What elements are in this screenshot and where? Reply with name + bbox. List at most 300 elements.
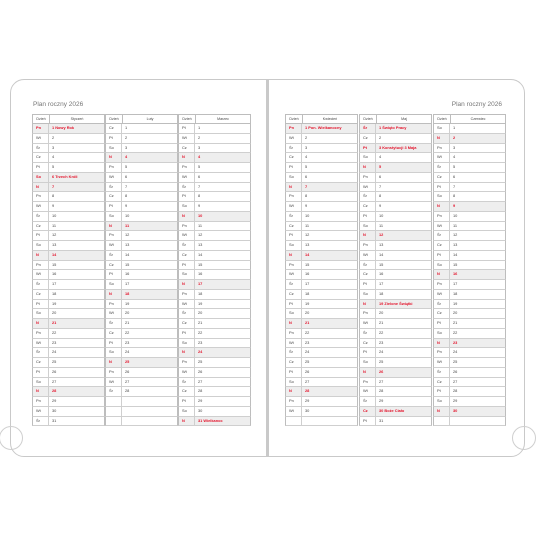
date-note-cell[interactable]: 25 — [125, 359, 130, 364]
day-row[interactable] — [105, 241, 178, 251]
date-note-cell[interactable]: 27 — [198, 378, 203, 384]
day-row[interactable] — [359, 134, 432, 144]
date-note-cell[interactable]: 27 — [125, 378, 130, 384]
day-row[interactable] — [433, 309, 506, 319]
day-row[interactable] — [32, 163, 105, 173]
day-row[interactable] — [359, 368, 432, 378]
day-row[interactable] — [32, 397, 105, 407]
date-note-cell[interactable]: 10 — [125, 212, 130, 218]
date-note-cell[interactable]: 30 — [52, 407, 57, 413]
date-note-cell[interactable]: 29 — [52, 398, 57, 403]
date-note-cell[interactable]: 2 — [52, 134, 55, 140]
day-row[interactable] — [32, 192, 105, 202]
day-row[interactable] — [433, 192, 506, 202]
day-row[interactable] — [285, 280, 358, 290]
date-note-cell[interactable]: 14 — [379, 251, 384, 257]
day-row[interactable] — [32, 368, 105, 378]
day-row[interactable] — [105, 280, 178, 290]
day-row[interactable] — [433, 280, 506, 290]
day-row[interactable] — [32, 124, 105, 134]
day-row[interactable] — [105, 222, 178, 232]
date-note-cell[interactable]: 30 Boże Ciało — [379, 407, 405, 413]
date-note-cell[interactable]: 6 — [305, 173, 308, 179]
day-row[interactable] — [32, 144, 105, 154]
day-row[interactable] — [32, 202, 105, 212]
date-note-cell[interactable]: 24 — [125, 349, 130, 355]
date-note-cell[interactable]: 15 — [198, 261, 203, 267]
day-row[interactable] — [359, 280, 432, 290]
date-note-cell[interactable]: 23 — [198, 339, 203, 345]
day-row[interactable] — [433, 144, 506, 154]
day-row[interactable] — [359, 202, 432, 212]
date-note-cell[interactable]: 12 — [453, 232, 458, 238]
day-row[interactable] — [359, 407, 432, 417]
day-row[interactable] — [433, 222, 506, 232]
date-note-cell[interactable]: 17 — [379, 281, 384, 286]
date-note-cell[interactable]: 23 — [305, 339, 310, 345]
day-row[interactable] — [32, 231, 105, 241]
date-note-cell[interactable]: 17 — [453, 281, 458, 286]
date-note-cell[interactable]: 25 — [305, 359, 310, 364]
date-note-cell[interactable]: 28 — [125, 388, 130, 394]
date-note-cell[interactable]: 29 — [198, 398, 203, 403]
day-row[interactable] — [32, 241, 105, 251]
date-note-cell[interactable]: 12 — [198, 232, 203, 238]
day-row[interactable] — [433, 300, 506, 310]
date-note-cell[interactable]: 23 — [125, 339, 130, 345]
day-row[interactable] — [32, 270, 105, 280]
date-note-cell[interactable]: 1 Święto Pracy — [379, 125, 407, 130]
date-note-cell[interactable]: 2 — [125, 134, 128, 140]
date-note-cell[interactable] — [302, 417, 357, 426]
day-row[interactable] — [359, 173, 432, 183]
day-row[interactable] — [178, 329, 251, 339]
date-note-cell[interactable]: 31 — [52, 417, 57, 423]
day-row[interactable] — [105, 348, 178, 358]
date-note-cell[interactable]: 22 — [52, 329, 57, 335]
date-note-cell[interactable]: 12 — [125, 232, 130, 238]
day-row[interactable] — [32, 251, 105, 261]
day-row[interactable] — [359, 144, 432, 154]
day-row[interactable] — [178, 397, 251, 407]
date-note-cell[interactable]: 9 — [125, 203, 128, 208]
date-note-cell[interactable]: 10 — [379, 212, 384, 218]
date-note-cell[interactable]: 30 — [453, 407, 458, 413]
date-note-cell[interactable]: 7 — [198, 183, 201, 189]
date-note-cell[interactable]: 14 — [52, 251, 57, 257]
date-note-cell[interactable]: 25 — [453, 359, 458, 364]
date-note-cell[interactable] — [122, 407, 177, 416]
day-row[interactable] — [285, 329, 358, 339]
date-note-cell[interactable]: 4 — [305, 154, 308, 160]
date-note-cell[interactable]: 1 Pon. Wielkanocny — [305, 125, 342, 130]
day-row[interactable] — [359, 241, 432, 251]
day-row[interactable] — [32, 183, 105, 193]
day-row[interactable] — [105, 231, 178, 241]
day-row[interactable] — [285, 378, 358, 388]
day-row[interactable] — [178, 378, 251, 388]
day-row[interactable] — [359, 290, 432, 300]
date-note-cell[interactable]: 3 Konstytucji 3 Maja — [379, 144, 417, 150]
date-note-cell[interactable]: 14 — [453, 251, 458, 257]
day-row[interactable] — [105, 163, 178, 173]
date-note-cell[interactable]: 16 — [453, 271, 458, 277]
date-note-cell[interactable]: 26 — [198, 368, 203, 374]
day-row[interactable] — [285, 300, 358, 310]
date-note-cell[interactable]: 8 — [198, 193, 201, 199]
day-row[interactable] — [433, 417, 506, 427]
date-note-cell[interactable]: 3 — [198, 144, 201, 150]
day-row[interactable] — [105, 368, 178, 378]
day-row[interactable] — [105, 270, 178, 280]
day-row[interactable] — [105, 261, 178, 271]
date-note-cell[interactable]: 21 — [379, 320, 384, 325]
day-row[interactable] — [285, 231, 358, 241]
day-row[interactable] — [285, 319, 358, 329]
day-row[interactable] — [178, 251, 251, 261]
date-note-cell[interactable]: 15 — [305, 261, 310, 267]
date-note-cell[interactable]: 20 — [125, 310, 130, 316]
date-note-cell[interactable]: 16 — [52, 271, 57, 277]
date-note-cell[interactable]: 9 — [379, 203, 382, 208]
date-note-cell[interactable]: 26 — [379, 368, 384, 374]
date-note-cell[interactable]: 19 Zielone Świątki — [379, 300, 413, 306]
date-note-cell[interactable]: 7 — [52, 183, 55, 189]
date-note-cell[interactable]: 20 — [305, 310, 310, 316]
date-note-cell[interactable]: 12 — [379, 232, 384, 238]
day-row[interactable] — [178, 192, 251, 202]
date-note-cell[interactable]: 8 — [305, 193, 308, 199]
date-note-cell[interactable]: 5 — [379, 164, 382, 169]
date-note-cell[interactable]: 13 — [453, 242, 458, 247]
date-note-cell[interactable]: 22 — [305, 329, 310, 335]
date-note-cell[interactable]: 19 — [453, 300, 458, 306]
day-row[interactable] — [178, 280, 251, 290]
day-row[interactable] — [178, 241, 251, 251]
date-note-cell[interactable]: 20 — [379, 310, 384, 316]
date-note-cell[interactable]: 20 — [52, 310, 57, 316]
day-row[interactable] — [359, 319, 432, 329]
day-row[interactable] — [105, 183, 178, 193]
date-note-cell[interactable]: 22 — [379, 329, 384, 335]
day-row[interactable] — [32, 407, 105, 417]
day-row[interactable] — [105, 319, 178, 329]
date-note-cell[interactable]: 29 — [305, 398, 310, 403]
date-note-cell[interactable]: 4 — [379, 154, 382, 160]
date-note-cell[interactable]: 13 — [198, 242, 203, 247]
day-row[interactable] — [359, 231, 432, 241]
day-row[interactable] — [359, 251, 432, 261]
date-note-cell[interactable]: 27 — [52, 378, 57, 384]
date-note-cell[interactable]: 21 — [453, 320, 458, 325]
day-row[interactable] — [178, 270, 251, 280]
day-row[interactable] — [433, 319, 506, 329]
date-note-cell[interactable]: 9 — [305, 203, 308, 208]
date-note-cell[interactable]: 21 — [52, 320, 57, 325]
day-row[interactable] — [359, 192, 432, 202]
date-note-cell[interactable]: 6 Trzech Króli — [52, 173, 78, 179]
date-note-cell[interactable] — [122, 397, 177, 406]
day-row[interactable] — [285, 183, 358, 193]
day-row[interactable] — [105, 124, 178, 134]
date-note-cell[interactable]: 14 — [125, 251, 130, 257]
date-note-cell[interactable]: 3 — [125, 144, 128, 150]
date-note-cell[interactable]: 26 — [305, 368, 310, 374]
date-note-cell[interactable]: 4 — [198, 154, 201, 160]
date-note-cell[interactable]: 5 — [198, 164, 201, 169]
date-note-cell[interactable]: 11 — [379, 222, 384, 228]
date-note-cell[interactable]: 18 — [379, 290, 384, 296]
day-row[interactable] — [105, 387, 178, 397]
date-note-cell[interactable]: 24 — [305, 349, 310, 355]
day-row[interactable] — [285, 270, 358, 280]
day-row[interactable] — [178, 387, 251, 397]
day-row[interactable] — [105, 407, 178, 417]
date-note-cell[interactable]: 2 — [379, 134, 382, 140]
day-row[interactable] — [178, 300, 251, 310]
date-note-cell[interactable]: 24 — [52, 349, 57, 355]
day-row[interactable] — [105, 202, 178, 212]
date-note-cell[interactable]: 27 — [379, 378, 384, 384]
day-row[interactable] — [359, 348, 432, 358]
date-note-cell[interactable]: 28 — [52, 388, 57, 394]
day-row[interactable] — [178, 319, 251, 329]
day-row[interactable] — [105, 290, 178, 300]
day-row[interactable] — [178, 134, 251, 144]
day-row[interactable] — [178, 222, 251, 232]
day-row[interactable] — [285, 309, 358, 319]
date-note-cell[interactable]: 27 — [453, 378, 458, 384]
date-note-cell[interactable]: 15 — [52, 261, 57, 267]
day-row[interactable] — [105, 329, 178, 339]
date-note-cell[interactable]: 7 — [379, 183, 382, 189]
day-row[interactable] — [32, 417, 105, 427]
date-note-cell[interactable]: 21 — [198, 320, 203, 325]
day-row[interactable] — [105, 173, 178, 183]
day-row[interactable] — [105, 212, 178, 222]
day-row[interactable] — [359, 397, 432, 407]
day-row[interactable] — [32, 358, 105, 368]
date-note-cell[interactable]: 28 — [379, 388, 384, 394]
day-row[interactable] — [32, 339, 105, 349]
date-note-cell[interactable]: 1 — [125, 125, 128, 130]
date-note-cell[interactable]: 18 — [125, 290, 130, 296]
date-note-cell[interactable]: 25 — [198, 359, 203, 364]
date-note-cell[interactable]: 20 — [453, 310, 458, 316]
day-row[interactable] — [178, 358, 251, 368]
date-note-cell[interactable]: 11 — [453, 222, 458, 228]
day-row[interactable] — [285, 251, 358, 261]
day-row[interactable] — [178, 407, 251, 417]
date-note-cell[interactable]: 13 — [305, 242, 310, 247]
date-note-cell[interactable]: 31 Wielkanoc — [198, 417, 223, 423]
day-row[interactable] — [433, 241, 506, 251]
date-note-cell[interactable]: 7 — [305, 183, 308, 189]
day-row[interactable] — [178, 368, 251, 378]
date-note-cell[interactable]: 13 — [52, 242, 57, 247]
date-note-cell[interactable]: 18 — [453, 290, 458, 296]
day-row[interactable] — [32, 280, 105, 290]
day-row[interactable] — [32, 348, 105, 358]
date-note-cell[interactable]: 10 — [453, 212, 458, 218]
day-row[interactable] — [32, 173, 105, 183]
date-note-cell[interactable]: 25 — [379, 359, 384, 364]
date-note-cell[interactable]: 29 — [379, 398, 384, 403]
date-note-cell[interactable]: 26 — [52, 368, 57, 374]
day-row[interactable] — [178, 163, 251, 173]
day-row[interactable] — [285, 358, 358, 368]
day-row[interactable] — [178, 231, 251, 241]
day-row[interactable] — [178, 348, 251, 358]
date-note-cell[interactable]: 28 — [198, 388, 203, 394]
day-row[interactable] — [105, 397, 178, 407]
day-row[interactable] — [285, 348, 358, 358]
day-row[interactable] — [105, 358, 178, 368]
day-row[interactable] — [178, 124, 251, 134]
day-row[interactable] — [285, 163, 358, 173]
date-note-cell[interactable]: 7 — [125, 183, 128, 189]
date-note-cell[interactable]: 21 — [305, 320, 310, 325]
day-row[interactable] — [32, 309, 105, 319]
date-note-cell[interactable]: 3 — [453, 144, 456, 150]
date-note-cell[interactable]: 27 — [305, 378, 310, 384]
day-row[interactable] — [359, 329, 432, 339]
day-row[interactable] — [433, 358, 506, 368]
date-note-cell[interactable]: 30 — [305, 407, 310, 413]
date-note-cell[interactable]: 12 — [305, 232, 310, 238]
day-row[interactable] — [178, 339, 251, 349]
date-note-cell[interactable]: 2 — [453, 134, 456, 140]
date-note-cell[interactable]: 9 — [198, 203, 201, 208]
day-row[interactable] — [285, 387, 358, 397]
day-row[interactable] — [433, 153, 506, 163]
date-note-cell[interactable]: 28 — [305, 388, 310, 394]
day-row[interactable] — [285, 368, 358, 378]
date-note-cell[interactable]: 22 — [453, 329, 458, 335]
date-note-cell[interactable]: 9 — [52, 203, 55, 208]
day-row[interactable] — [433, 329, 506, 339]
day-row[interactable] — [285, 124, 358, 134]
day-row[interactable] — [359, 222, 432, 232]
day-row[interactable] — [433, 348, 506, 358]
day-row[interactable] — [433, 397, 506, 407]
day-row[interactable] — [178, 144, 251, 154]
date-note-cell[interactable]: 13 — [379, 242, 384, 247]
day-row[interactable] — [359, 300, 432, 310]
day-row[interactable] — [178, 417, 251, 427]
date-note-cell[interactable]: 1 Nowy Rok — [52, 125, 75, 130]
day-row[interactable] — [32, 134, 105, 144]
day-row[interactable] — [285, 290, 358, 300]
date-note-cell[interactable]: 2 — [305, 134, 308, 140]
day-row[interactable] — [359, 124, 432, 134]
day-row[interactable] — [359, 387, 432, 397]
day-row[interactable] — [285, 173, 358, 183]
date-note-cell[interactable]: 9 — [453, 203, 456, 208]
date-note-cell[interactable]: 8 — [379, 193, 382, 199]
date-note-cell[interactable]: 6 — [125, 173, 128, 179]
date-note-cell[interactable]: 18 — [198, 290, 203, 296]
day-row[interactable] — [359, 183, 432, 193]
day-row[interactable] — [433, 202, 506, 212]
date-note-cell[interactable]: 17 — [52, 281, 57, 286]
date-note-cell[interactable]: 16 — [125, 271, 130, 277]
date-note-cell[interactable]: 3 — [305, 144, 308, 150]
date-note-cell[interactable]: 4 — [125, 154, 128, 160]
day-row[interactable] — [32, 222, 105, 232]
day-row[interactable] — [359, 339, 432, 349]
day-row[interactable] — [359, 163, 432, 173]
date-note-cell[interactable]: 26 — [125, 368, 130, 374]
day-row[interactable] — [285, 407, 358, 417]
day-row[interactable] — [178, 212, 251, 222]
day-row[interactable] — [359, 153, 432, 163]
day-row[interactable] — [433, 124, 506, 134]
date-note-cell[interactable] — [450, 417, 505, 426]
day-row[interactable] — [285, 417, 358, 427]
date-note-cell[interactable]: 10 — [305, 212, 310, 218]
date-note-cell[interactable]: 12 — [52, 232, 57, 238]
day-row[interactable] — [32, 378, 105, 388]
date-note-cell[interactable]: 5 — [125, 164, 128, 169]
day-row[interactable] — [285, 134, 358, 144]
date-note-cell[interactable]: 8 — [453, 193, 456, 199]
date-note-cell[interactable]: 10 — [198, 212, 203, 218]
day-row[interactable] — [178, 309, 251, 319]
date-note-cell[interactable]: 8 — [52, 193, 55, 199]
day-row[interactable] — [285, 212, 358, 222]
date-note-cell[interactable]: 16 — [198, 271, 203, 277]
day-row[interactable] — [359, 378, 432, 388]
day-row[interactable] — [359, 261, 432, 271]
day-row[interactable] — [178, 290, 251, 300]
day-row[interactable] — [433, 173, 506, 183]
day-row[interactable] — [285, 241, 358, 251]
day-row[interactable] — [433, 407, 506, 417]
date-note-cell[interactable]: 5 — [305, 164, 308, 169]
day-row[interactable] — [433, 387, 506, 397]
date-note-cell[interactable]: 31 — [379, 417, 384, 423]
date-note-cell[interactable]: 24 — [198, 349, 203, 355]
day-row[interactable] — [105, 417, 178, 427]
day-row[interactable] — [359, 270, 432, 280]
day-row[interactable] — [178, 261, 251, 271]
date-note-cell[interactable]: 6 — [453, 173, 456, 179]
date-note-cell[interactable]: 17 — [305, 281, 310, 286]
day-row[interactable] — [285, 261, 358, 271]
date-note-cell[interactable]: 5 — [453, 164, 456, 169]
date-note-cell[interactable]: 19 — [305, 300, 310, 306]
day-row[interactable] — [32, 261, 105, 271]
date-note-cell[interactable]: 15 — [379, 261, 384, 267]
day-row[interactable] — [105, 309, 178, 319]
day-row[interactable] — [32, 290, 105, 300]
date-note-cell[interactable]: 15 — [125, 261, 130, 267]
date-note-cell[interactable]: 28 — [453, 388, 458, 394]
date-note-cell[interactable]: 11 — [52, 222, 57, 228]
day-row[interactable] — [433, 339, 506, 349]
day-row[interactable] — [32, 329, 105, 339]
date-note-cell[interactable]: 17 — [125, 281, 130, 286]
day-row[interactable] — [433, 251, 506, 261]
date-note-cell[interactable]: 11 — [125, 222, 130, 228]
date-note-cell[interactable]: 10 — [52, 212, 57, 218]
date-note-cell[interactable]: 24 — [379, 349, 384, 355]
day-row[interactable] — [105, 300, 178, 310]
day-row[interactable] — [359, 358, 432, 368]
day-row[interactable] — [178, 173, 251, 183]
date-note-cell[interactable] — [122, 417, 177, 426]
